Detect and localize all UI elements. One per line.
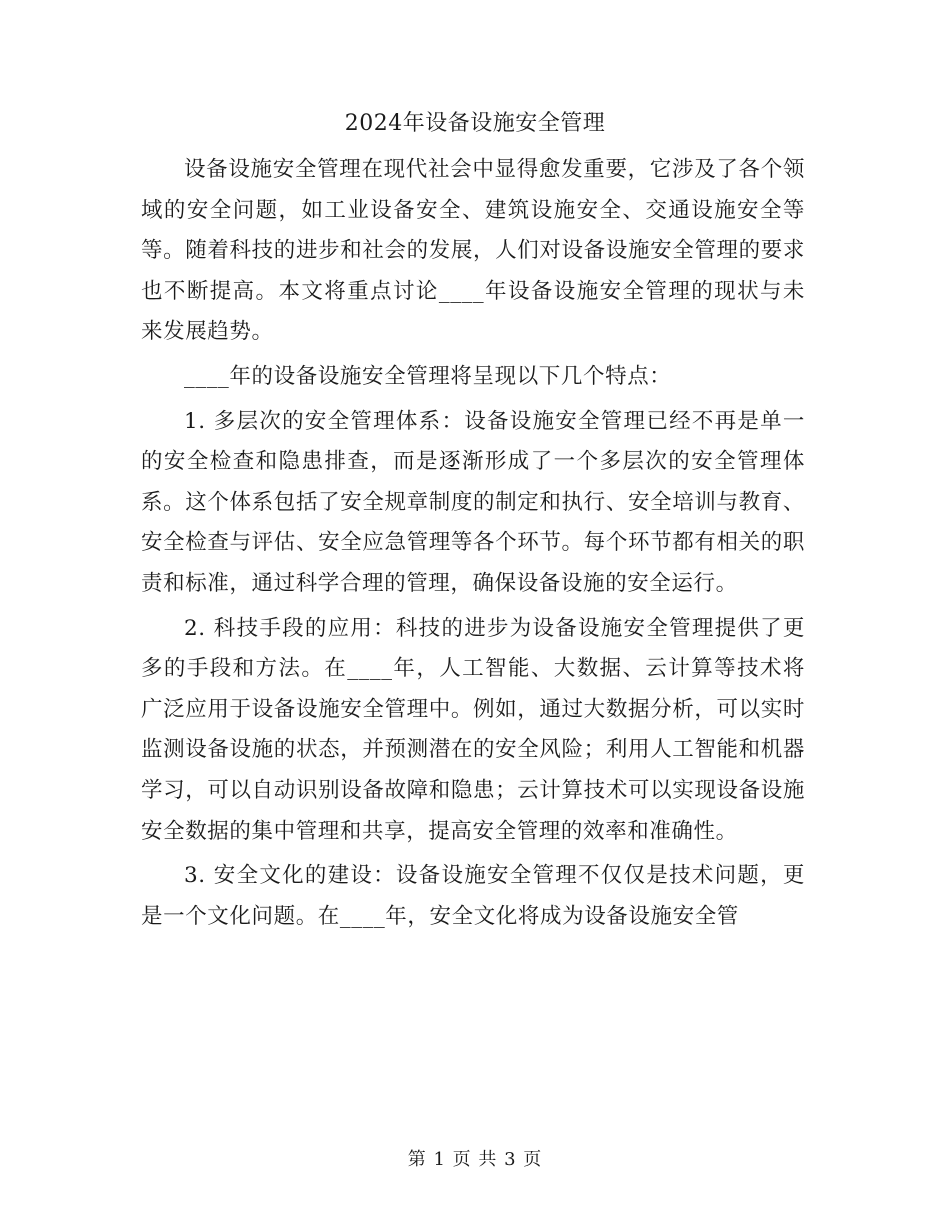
paragraph-features-lead: ____年的设备设施安全管理将呈现以下几个特点： [184,363,672,389]
document-title: 2024年设备设施安全管理 [344,111,606,136]
paragraph-point-1: 1. 多层次的安全管理体系：设备设施安全管理已经不再是单一的安全检查和隐患排查，而是逐渐形成了一个多层次的安全管理体系。这个体系包括了安全规章制度的制定和执行、安全培训与教育、安全检查与评估、安全应急管理等各个环节。每个环节都有相关的职责和标准，通过科学合理的管理，确保设备设施的安全运行。 [141,408,805,596]
page-footer: 第 1 页 共 3 页 [407,1149,543,1170]
paragraph-point-3: 3. 安全文化的建设：设备设施安全管理不仅仅是技术问题，更是一个文化问题。在____年，安全文化将成为设备设施安全管 [141,863,805,929]
document-body [141,150,805,941]
paragraph-intro: 设备设施安全管理在现代社会中显得愈发重要，它涉及了各个领域的安全问题，如工业设备安全、建筑设施安全、交通设施安全等等。随着科技的进步和社会的发展，人们对设备设施安全管理的要求也不断提高。本文将重点讨论____年设备设施安全管理的现状与未来发展趋势。 [141,157,805,345]
paragraph-point-2: 2. 科技手段的应用：科技的进步为设备设施安全管理提供了更多的手段和方法。在____年，人工智能、大数据、云计算等技术将广泛应用于设备设施安全管理中。例如，通过大数据分析，可以实时监测设备设施的状态，并预测潜在的安全风险；利用人工智能和机器学习，可以自动识别设备故障和隐患；云计算技术可以实现设备设施安全数据的集中管理和共享，提高安全管理的效率和准确性。 [141,615,805,844]
